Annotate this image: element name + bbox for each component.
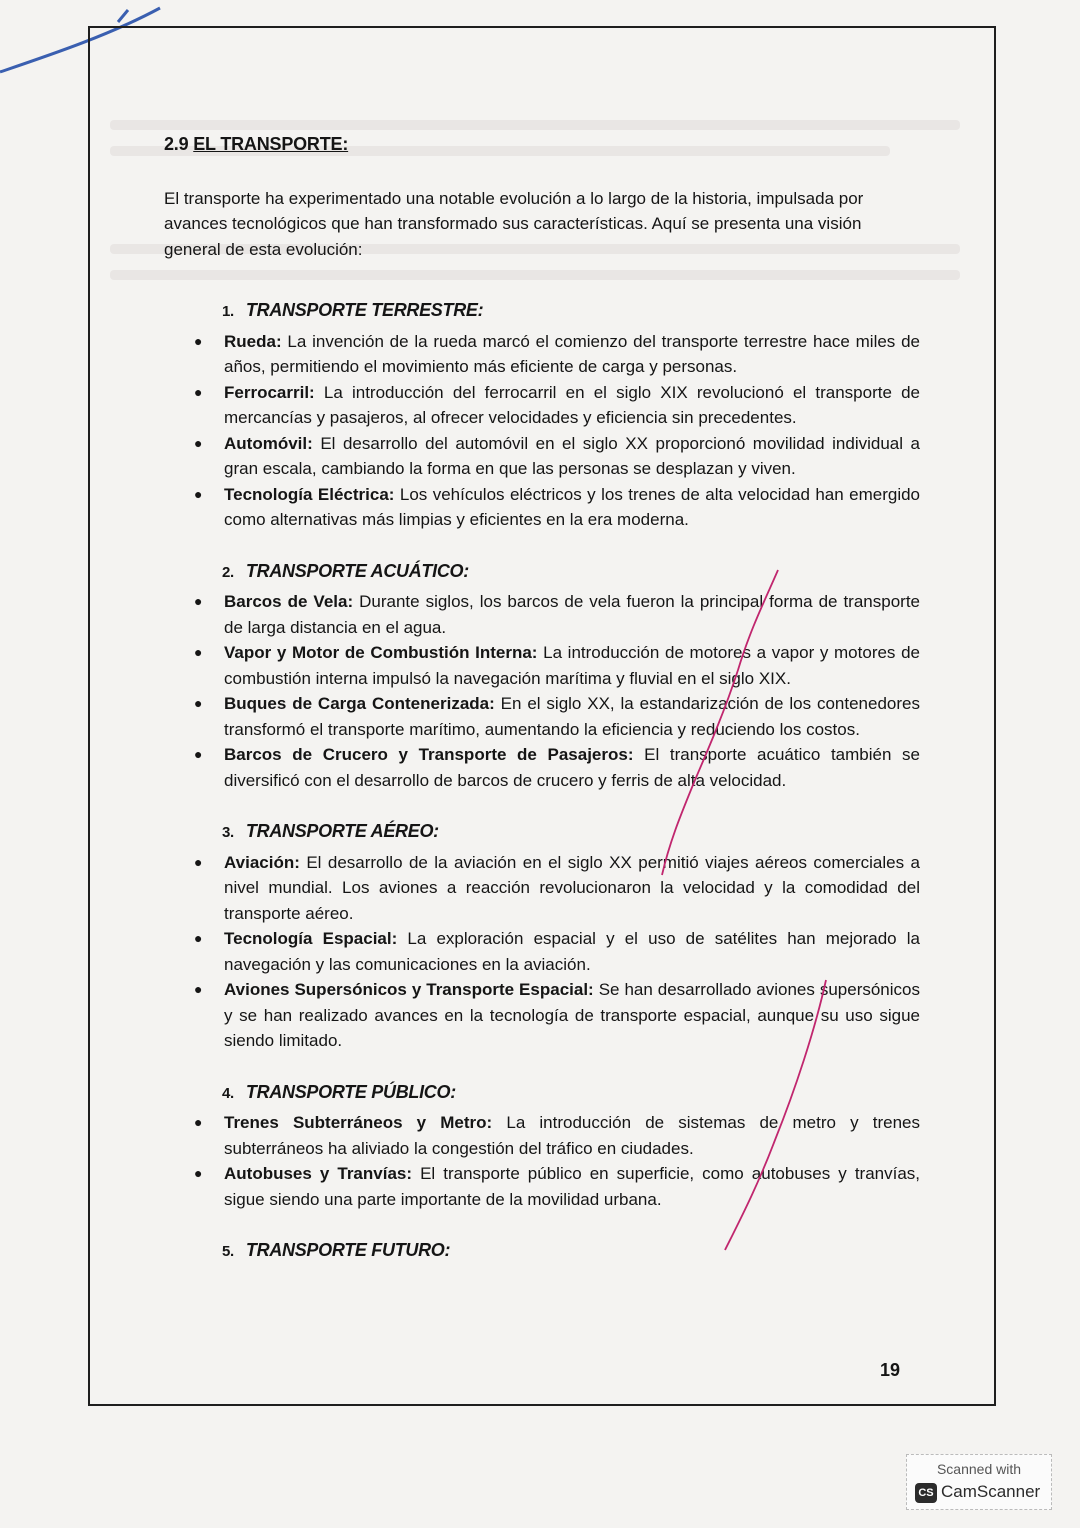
list-item	[164, 482, 920, 533]
subsection-title: TRANSPORTE ACUÁTICO:	[245, 560, 469, 581]
sections-list	[164, 298, 920, 1265]
item-label: Vapor y Motor de Combustión Interna:	[224, 643, 538, 662]
subsection-number: 5.	[222, 1243, 234, 1260]
item-label: Barcos de Vela:	[224, 592, 354, 611]
list-item	[164, 742, 920, 793]
bullet-icon: ●	[194, 695, 203, 711]
camscanner-logo-icon: CS	[915, 1483, 937, 1503]
bullet-icon: ●	[194, 853, 203, 870]
subsection-heading	[222, 1080, 920, 1107]
bullet-list	[164, 1110, 920, 1212]
subsection-title: TRANSPORTE FUTURO:	[245, 1240, 451, 1260]
list-item	[164, 329, 920, 380]
item-text: El transporte público en superficie, como autobuses y tranvías, sigue siendo una parte importante de la movilidad urbana.	[224, 1164, 921, 1209]
subsection-number: 2.	[222, 563, 234, 581]
item-text: La introducción de motores a vapor y motores de combustión interna impulsó la navegación marítima y fluvial en el siglo XIX.	[224, 643, 920, 688]
intro-paragraph: El transporte ha experimentado una notable evolución a lo largo de la historia, impulsada por avances tecnológicos que han transformado sus características. Aquí se presenta una visión general de esta evolución:	[164, 188, 864, 259]
subsection-title: TRANSPORTE TERRESTRE:	[245, 300, 484, 320]
list-item	[164, 1110, 920, 1161]
item-label: Autobuses y Tranvías:	[224, 1164, 413, 1183]
subsection-heading	[222, 819, 920, 846]
list-item	[164, 850, 920, 927]
item-text: El desarrollo del automóvil en el siglo XX proporcionó movilidad individual a gran escala, cambiando la forma en que las personas se desplazan y viven.	[224, 433, 920, 478]
list-item	[164, 640, 920, 691]
scanner-caption: Scanned with	[936, 1461, 1022, 1477]
list-item	[164, 691, 920, 742]
item-label: Automóvil:	[224, 433, 313, 453]
bullet-icon: ●	[194, 746, 203, 762]
bullet-list	[164, 329, 920, 533]
subsection-title: TRANSPORTE PÚBLICO:	[245, 1081, 456, 1102]
bullet-icon: ●	[194, 930, 203, 946]
subsection-number: 3.	[222, 824, 234, 841]
item-text: Durante siglos, los barcos de vela fueron la principal forma de transporte de larga distancia en el agua.	[224, 592, 920, 637]
item-label: Barcos de Crucero y Transporte de Pasajeros:	[224, 745, 634, 764]
item-text: La introducción de sistemas de metro y trenes subterráneos ha aliviado la congestión del tráfico en ciudades.	[224, 1113, 920, 1158]
bullet-icon: ●	[194, 644, 203, 660]
scanner-brand: CamScanner	[941, 1482, 1041, 1501]
item-text: La invención de la rueda marcó el comienzo del transporte terrestre hace miles de años, permitiendo el movimiento más eficiente de carga y personas.	[224, 331, 920, 376]
item-text: Se han desarrollado aviones supersónicos y se han realizado avances en la tecnología de transporte espacial, aunque su uso sigue siendo limitado.	[224, 980, 920, 1050]
bullet-icon: ●	[194, 1165, 203, 1181]
item-text: En el siglo XX, la estandarización de los contenedores transformó el transporte marítimo, aumentando la eficiencia y reduciendo los costos.	[224, 694, 920, 739]
list-item	[164, 977, 920, 1054]
item-label: Aviones Supersónicos y Transporte Espacial:	[224, 980, 594, 999]
camscanner-watermark	[906, 1454, 1052, 1510]
subsection-title: TRANSPORTE AÉREO:	[245, 821, 439, 841]
subsection-heading	[222, 559, 920, 586]
subsection-heading	[222, 298, 920, 325]
item-text: El transporte acuático también se diversificó con el desarrollo de barcos de crucero y ferris de alta velocidad.	[224, 745, 920, 790]
item-label: Tecnología Eléctrica:	[224, 484, 395, 504]
bullet-icon: ●	[194, 434, 203, 451]
item-text: La introducción del ferrocarril en el siglo XIX revolucionó el transporte de mercancías y pasajeros, al ofrecer velocidades y eficiencia sin precedentes.	[224, 382, 920, 427]
item-label: Rueda:	[224, 331, 282, 351]
item-text: El desarrollo de la aviación en el siglo XX permitió viajes aéreos comerciales a nivel mundial. Los aviones a reacción revolucionaron la velocidad y la comodidad del transporte aéreo.	[224, 852, 920, 923]
subsection-heading	[222, 1238, 920, 1265]
list-item	[164, 380, 920, 431]
list-item	[164, 926, 920, 977]
subsection-number: 4.	[222, 1084, 234, 1102]
bullet-list	[164, 589, 920, 793]
list-item	[164, 589, 920, 640]
item-text: Los vehículos eléctricos y los trenes de alta velocidad han emergido como alternativas más limpias y eficientes en la era moderna.	[224, 484, 921, 529]
item-label: Trenes Subterráneos y Metro:	[224, 1113, 493, 1132]
document-body	[164, 132, 920, 1269]
bullet-icon: ●	[194, 485, 203, 502]
item-label: Buques de Carga Contenerizada:	[224, 694, 495, 713]
page-number: 19	[880, 1360, 901, 1380]
bullet-list	[164, 850, 920, 1054]
list-item	[164, 1161, 920, 1212]
item-label: Ferrocarril:	[224, 382, 315, 402]
bullet-icon: ●	[194, 981, 203, 997]
section-title: 2.9 EL TRANSPORTE:	[164, 134, 349, 154]
bullet-icon: ●	[194, 1114, 203, 1130]
bullet-icon: ●	[194, 593, 203, 609]
list-item	[164, 431, 920, 482]
item-label: Tecnología Espacial:	[224, 929, 398, 948]
item-label: Aviación:	[224, 852, 300, 872]
bullet-icon: ●	[194, 383, 203, 400]
subsection-number: 1.	[222, 303, 234, 320]
item-text: La exploración espacial y el uso de satélites han mejorado la navegación y las comunicaciones en la aviación.	[224, 929, 920, 974]
bullet-icon: ●	[194, 332, 203, 349]
